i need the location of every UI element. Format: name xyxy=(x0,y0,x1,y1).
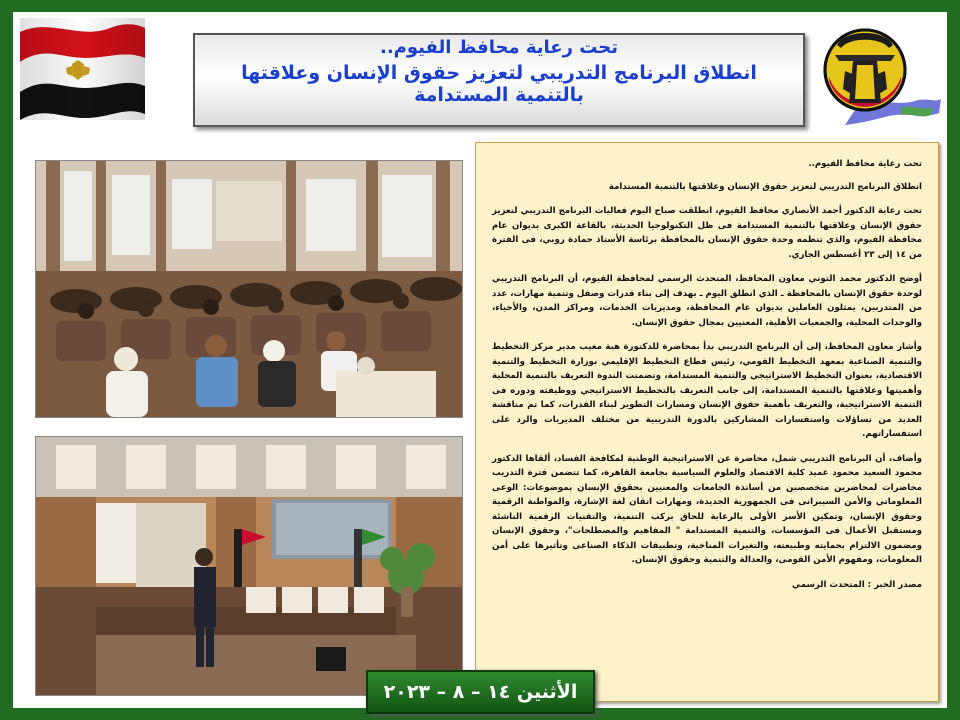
article-paragraph: تحت رعاية الدكتور أحمد الأنصاري محافظ الفيوم، انطلقت صباح اليوم فعاليات البرنامج التدريبي لتعزيز حقوق الإنسان وعلاقتها بالتنمية المستدامة فى ظل التكنولوجيا الحديثة، بالقاعة الكبرى بديوان عام محافظة الفيوم، والذي تنظمه وحدة حقوق الإنسان بالمحافظة برئاسة الأستاذ حمادة روبي، فى الفترة من ١٤ إلى ٢٣ أغسطس الجاري. xyxy=(492,206,922,260)
date-badge: الأثنين ١٤ – ٨ – ٢٠٢٣ xyxy=(366,670,595,714)
article-source: مصدر الخبر : المتحدث الرسمي xyxy=(792,579,922,590)
article-paragraph: أوضح الدكتور محمد التوني معاون المحافظ، المتحدث الرسمي لمحافظة الفيوم، أن البرنامج التدريبي لوحدة حقوق الإنسان بالمحافظة ـ الذي انطلق اليوم ـ يهدف إلى بناء قدرات وصقل وتنمية مهارات، عدد من المتدربين، يمثلون العاملين بديوان عام المحافظة، ومديريات الخدمات، ومراكز المدن، والأحياء، والوحدات المحلية، والجمعيات الأهلية، المعنيين بمجال حقوق الإنسان. xyxy=(492,274,922,328)
speaker-photo xyxy=(35,436,463,696)
headline-line-2: انطلاق البرنامج التدريبي لتعزيز حقوق الإنسان وعلاقتها بالتنمية المستدامة xyxy=(241,62,757,106)
article-paragraph: وأضاف، أن البرنامج التدريبي شمل، محاضرة عن الاستراتيجية الوطنية لمكافحة الفساد، ألقاها الدكتور محمود السعيد محمود عميد كلية الاقتصاد والعلوم السياسية بجامعة القاهرة، كما تتضمن فترة التدريب محاضرات لمحاضرين متخصصين من أساتذة الجامعات والمعنيين بحقوق الإنسان بموضوعات: الوعى المعلوماتي والأمن السيبرانى فى الجمهورية الجديدة، ومهارات اتقان لغة الإشارة، والمواطنة الرقمية وحقوق الإنسان، وتمكين الأسر الأولى بالرعاية للحاق بركب التنمية، والتقنيات الرقمية الناشئة ومستقبل الأعمال فى المؤسسات، والتنمية المستدامة " المفاهيم والمصطلحات"، وحقوق الإنسان ومضمون الالتزام بحمايته وطبيعته، والتغيرات المناخية، وتطبيقات الذكاء الصناعى وتأثيرها على أمن المعلومات، ومفهوم الأمن القومى، والعدالة والتنمية وحقوق الإنسان. xyxy=(492,453,922,565)
article-paragraph: انطلاق البرنامج التدريبي لتعزيز حقوق الإنسان وعلاقتها بالتنمية المستدامة xyxy=(608,181,922,192)
article-paragraph: وأشار معاون المحافظ، إلى أن البرنامج التدريبي بدأ بمحاضرة للدكتورة هبة مغيب مدير مركز التخطيط والتنمية الصناعية بمعهد التخطيط القومي، رئيس قطاع التخطيط الإقليمي بوزارة التخطيط والتنمية الاقتصادية، بعنوان التخطيط الاستراتيجي والتنمية المستدامة، وتضمنت الندوة التعريف بالتنمية المحلية وأهميتها وعلاقتها بالتنمية المستدامة، إلى جانب التعريف بالتخطيط الاستراتيجي ووظيفته ودوره فى التنمية الاستراتيجية، والتعريف بأهمية حقوق الإنسان ومسارات التطوير لبناء القدرات، كما تم مناقشة العديد من تساؤلات واستفسارات المشاركين بالدورة التدريبية من مختلف المديريات والرد على استفساراتهم. xyxy=(492,342,922,439)
article-paragraph: تحت رعاية محافظ الفيوم.. xyxy=(808,159,922,169)
audience-photo xyxy=(35,160,463,418)
headline-box xyxy=(193,33,805,127)
fayoum-governorate-logo-icon xyxy=(815,15,943,130)
egypt-flag-icon xyxy=(15,14,150,120)
headline-line-1: تحت رعاية محافظ الفيوم.. xyxy=(380,37,618,58)
article-body xyxy=(475,142,939,702)
